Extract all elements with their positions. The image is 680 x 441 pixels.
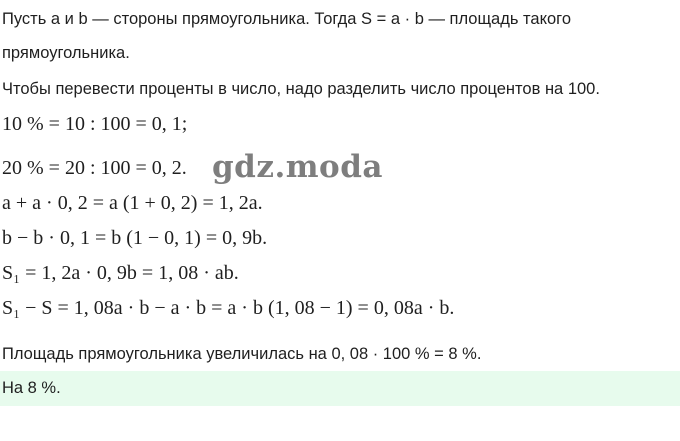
watermark-logo: gdz.moda	[212, 149, 383, 185]
equation-side-a: a + a · 0, 2 = a (1 + 0, 2) = 1, 2a.	[2, 192, 263, 214]
equation-side-b: b − b · 0, 1 = b (1 − 0, 1) = 0, 9b.	[2, 227, 268, 249]
answer-box	[0, 371, 680, 406]
equation-area-difference: S₁ − S = 1, 08a · b − a · b = a · b (1, 08 − 1) = 0, 08a · b.	[2, 297, 455, 319]
equation-20-percent: 20 % = 20 : 100 = 0, 2.	[2, 157, 187, 179]
solution-line-2: прямоугольника.	[2, 44, 130, 62]
answer-text: На 8 %.	[2, 379, 61, 397]
equation-10-percent: 10 % = 10 : 100 = 0, 1;	[2, 113, 188, 135]
solution-conclusion: Площадь прямоугольника увеличилась на 0, 08 · 100 % = 8 %.	[2, 345, 482, 363]
equation-new-area: S₁ = 1, 2a · 0, 9b = 1, 08 · ab.	[2, 262, 239, 284]
solution-line-1: Пусть a и b — стороны прямоугольника. Тогда S = a · b — площадь такого	[2, 10, 571, 28]
solution-line-3: Чтобы перевести проценты в число, надо разделить число процентов на 100.	[2, 80, 600, 98]
